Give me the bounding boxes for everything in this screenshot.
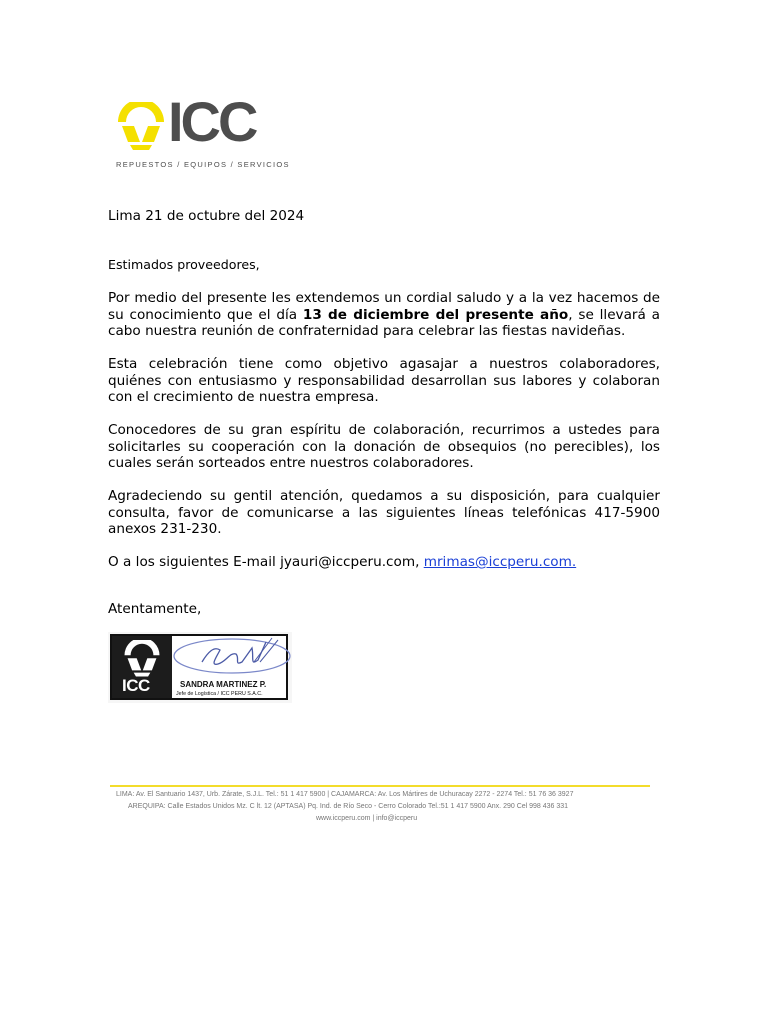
- company-logo: [116, 90, 296, 176]
- signatory-role: Jefe de Logística / ICC PERU S.A.C.: [176, 691, 263, 697]
- footer-website: www.iccperu.com | info@iccperu: [316, 815, 418, 822]
- footer-divider: [110, 785, 650, 787]
- footer-address-arequipa: AREQUIPA: Calle Estados Unidos Mz. C lt. 12 (APTASA) Pq. Ind. de Río Seco - Cerro Colorado Tel.:51 1 417 5900 Anx. 290 Cel 998 436 331: [128, 803, 569, 810]
- signature-stamp: [108, 632, 292, 703]
- paragraph-3: Conocedores de su gran espíritu de colaboración, recurrimos a ustedes para solicitarles su cooperación con la donación de obsequios (no perecibles), los cuales serán sorteados entre nuestros colaboradores.: [108, 422, 660, 472]
- p1-highlight-date: 13 de diciembre del presente año: [302, 306, 569, 323]
- logo-tagline: REPUESTOS / EQUIPOS / SERVICIOS: [116, 160, 290, 169]
- signatory-name: SANDRA MARTINEZ P.: [180, 680, 267, 689]
- letter-date: Lima 21 de octubre del 2024: [108, 208, 305, 224]
- stamp-logo-block: [112, 636, 172, 698]
- paragraph-1: [108, 290, 660, 340]
- stamp-logo-text: ICC: [122, 676, 150, 695]
- paragraph-4: Agradeciendo su gentil atención, quedamos a su disposición, para cualquier consulta, favor de comunicarse a las siguientes líneas telefónicas 417-5900 anexos 231-230.: [108, 488, 660, 538]
- handwritten-signature-icon: [170, 632, 294, 682]
- letter-greeting: Estimados proveedores,: [108, 257, 260, 272]
- p1-text-end: , se llevará a cabo nuestra reunión de confraternidad para celebrar las fiestas navideñas.: [108, 306, 660, 340]
- emails-text: O a los siguientes E-mail jyauri@iccperu.com,: [108, 554, 424, 570]
- closing: Atentamente,: [108, 601, 202, 617]
- logo-wordmark: ICC: [168, 90, 256, 153]
- stamp-frame: [110, 634, 288, 700]
- paragraph-2: Esta celebración tiene como objetivo agasajar a nuestros colaboradores, quiénes con entusiasmo y responsabilidad desarrollan sus labores y colaboran con el crecimiento de nuestra empresa.: [108, 356, 660, 406]
- footer-address-lima: LIMA: Av. El Santuario 1437, Urb. Zárate, S.J.L. Tel.: 51 1 417 5900 | CAJAMARCA: Av. Los Mártires de Uchuracay 2272 - 2274 Tel.: 51 76 36 3927: [116, 791, 574, 798]
- p1-text-start: Por medio del presente les extendemos un cordial saludo y a la vez hacemos de su conocimiento que el día: [108, 290, 660, 323]
- paragraph-emails: [108, 554, 660, 571]
- icc-logo-mark-icon: [116, 102, 166, 152]
- stamp-logo-mark-icon: [122, 640, 162, 678]
- email-link-mrimas[interactable]: mrimas@iccperu.com.: [423, 554, 577, 570]
